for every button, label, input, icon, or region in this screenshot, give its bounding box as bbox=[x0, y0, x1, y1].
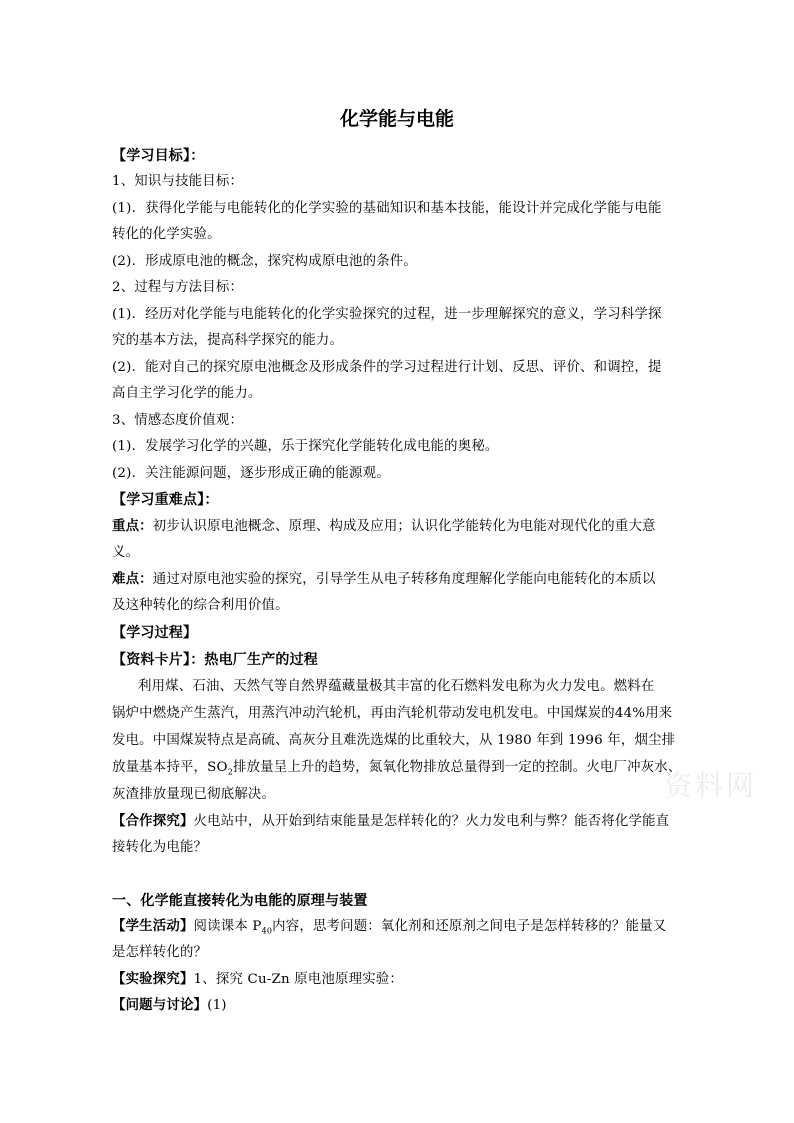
experiment-line bbox=[112, 970, 687, 990]
key-label: 重点： bbox=[112, 519, 153, 534]
card-line4-a: 放量基本持平，SO bbox=[112, 760, 228, 775]
card-line4 bbox=[112, 758, 687, 783]
watermark: 资料网 bbox=[664, 769, 758, 802]
difficulty-line1 bbox=[112, 570, 687, 590]
student-line2: 是怎样转化的？ bbox=[112, 945, 208, 960]
key-point-line2: 义。 bbox=[112, 545, 140, 560]
obj1-item2: (2)．形成原电池的概念，探究构成原电池的条件。 bbox=[112, 254, 417, 269]
key-text: 初步认识原电池概念、原理、构成及应用；认识化学能转化为电能对现代化的重大意 bbox=[152, 519, 656, 534]
card-line2: 锅炉中燃烧产生蒸汽，用蒸汽冲动汽轮机，再由汽轮机带动发电机发电。中国煤炭的44%用来 bbox=[112, 706, 673, 721]
keypoints-heading: 【学习重难点】： bbox=[112, 492, 219, 508]
obj3-item2: (2)．关注能源问题，逐步形成正确的能源观。 bbox=[112, 466, 390, 481]
obj3-item1: (1)．发展学习化学的兴趣，乐于探究化学能转化成电能的奥秘。 bbox=[112, 439, 499, 454]
obj2-item1-line2: 究的基本方法，提高科学探究的能力。 bbox=[112, 333, 344, 348]
difficulty-line2: 及这种转化的综合利用价值。 bbox=[112, 598, 289, 613]
coop-label: 【合作探究】 bbox=[112, 814, 194, 829]
objectives-heading: 【学习目标】： bbox=[112, 148, 205, 164]
student-text-b: 内容，思考问题：氧化剂和还原剂之间电子是怎样转移的？能量又 bbox=[272, 919, 667, 934]
student-text-a: 阅读课本 P bbox=[193, 919, 262, 934]
section1-heading: 一、化学能直接转化为电能的原理与装置 bbox=[112, 893, 368, 909]
card-line4-b: 排放量呈上升的趋势，氮氧化物排放总量得到一定的控制。火电厂冲灰水、 bbox=[232, 760, 682, 775]
obj2-item2-line2: 高自主学习化学的能力。 bbox=[112, 386, 262, 401]
card-heading: 【资料卡片】：热电厂生产的过程 bbox=[112, 652, 318, 668]
obj2-item2-line1: (2)．能对自己的探究原电池概念及形成条件的学习过程进行计划、反思、评价、和调控，提 bbox=[112, 360, 662, 375]
process-heading: 【学习过程】 bbox=[112, 625, 198, 641]
question-label: 【问题与讨论】 bbox=[112, 998, 208, 1013]
card-line4-sub: 2 bbox=[227, 767, 233, 777]
question-line bbox=[112, 996, 687, 1016]
card-line1: 利用煤、石油、天然气等自然界蕴藏量极其丰富的化石燃料发电称为火力发电。燃料在 bbox=[138, 679, 655, 694]
experiment-text: 1、探究 Cu-Zn 原电池原理实验： bbox=[193, 972, 403, 987]
obj1-item1-line1: (1)．获得化学能与电能转化的化学实验的基础知识和基本技能，能设计并完成化学能与电能 bbox=[112, 201, 662, 216]
student-line1 bbox=[112, 917, 687, 942]
page-title: 化学能与电能 bbox=[339, 108, 454, 130]
obj2-heading: 2、过程与方法目标： bbox=[112, 280, 244, 295]
student-label: 【学生活动】 bbox=[112, 919, 194, 934]
difficulty-label: 难点： bbox=[112, 572, 153, 587]
obj2-item1-line1: (1)．经历对化学能与电能转化的化学实验探究的过程，进一步理解探究的意义，学习科学探 bbox=[112, 307, 662, 322]
key-point-line1 bbox=[112, 517, 687, 537]
obj3-heading: 3、情感态度价值观： bbox=[112, 413, 244, 428]
experiment-label: 【实验探究】 bbox=[112, 972, 194, 987]
card-line3: 发电。中国煤炭特点是高硫、高灰分且难洗选煤的比重较大，从 1980 年到 1996 年，烟尘排 bbox=[112, 733, 676, 748]
question-text: (1) bbox=[207, 998, 227, 1013]
difficulty-text: 通过对原电池实验的探究，引导学生从电子转移角度理解化学能向电能转化的本质以 bbox=[152, 572, 656, 587]
coop-text: 火电站中，从开始到结束能量是怎样转化的？火力发电利与弊？能否将化学能直 bbox=[193, 814, 670, 829]
obj1-heading: 1、知识与技能目标： bbox=[112, 174, 244, 189]
student-sub: 40 bbox=[261, 926, 273, 936]
coop-line2: 接转化为电能？ bbox=[112, 840, 208, 855]
coop-line1 bbox=[112, 812, 687, 832]
card-line5: 灰渣排放量现已彻底解决。 bbox=[112, 787, 276, 802]
obj1-item1-line2: 转化的化学实验。 bbox=[112, 227, 221, 242]
